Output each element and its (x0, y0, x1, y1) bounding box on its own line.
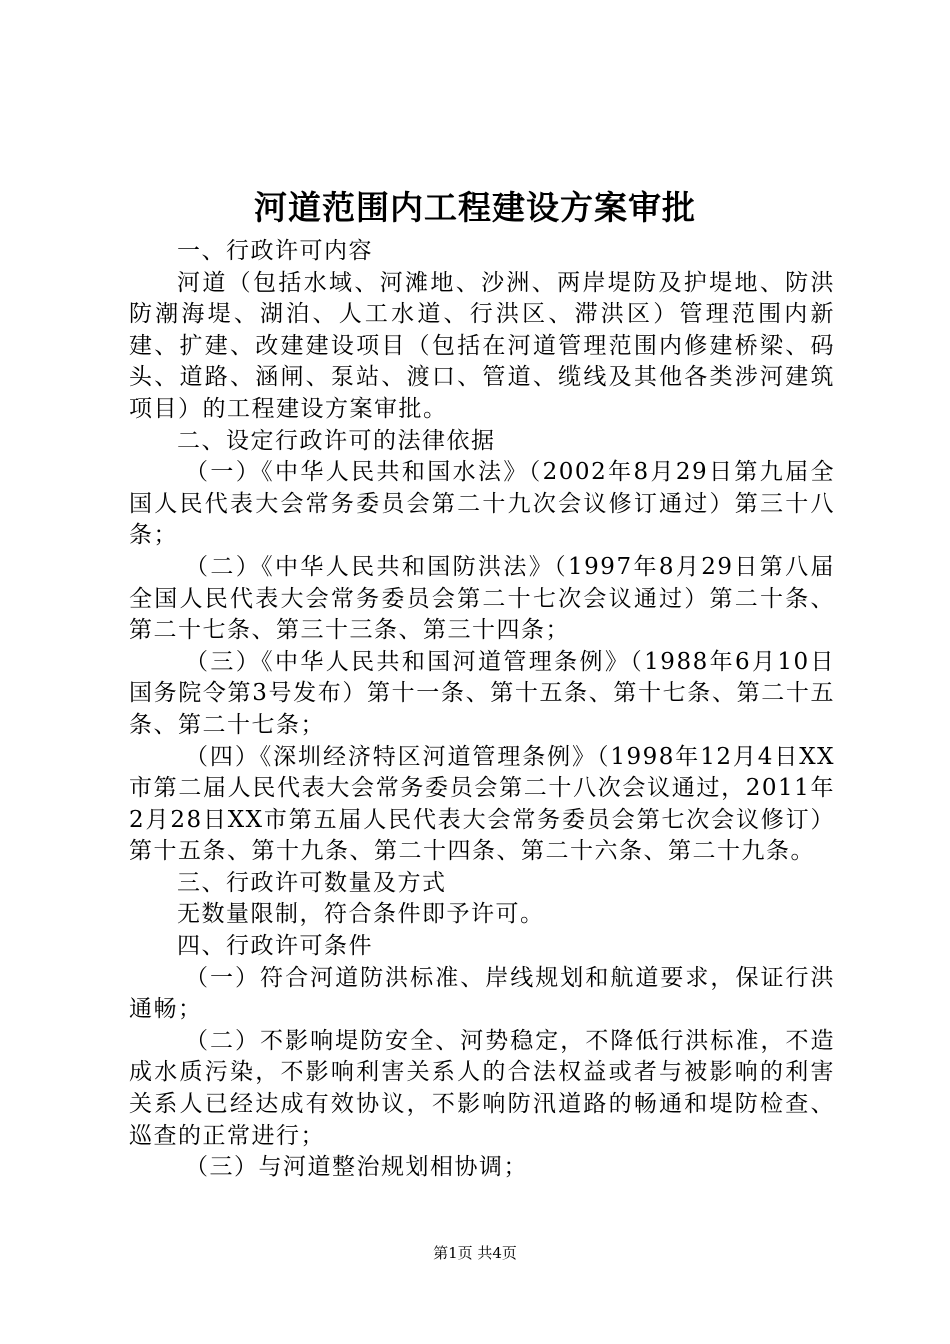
section-3-paragraph: 无数量限制，符合条件即予许可。 (177, 901, 545, 928)
section-4-item-2: （二）不影响堤防安全、河势稳定，不降低行洪标准，不造成水质污染，不影响利害关系人的合法权益或者与被影响的利害关系人已经达成有效协议，不影响防汛道路的畅通和堤防检查、巡查的正常进行； (129, 1027, 835, 1149)
section-2-item-1: （一）《中华人民共和国水法》（2002年8月29日第九届全国人民代表大会常务委员会第二十九次会议修订通过）第三十八条； (129, 459, 835, 549)
page-footer: 第1页 共4页 (433, 1244, 517, 1262)
section-4-item-3: （三）与河道整治规划相协调； (185, 1154, 528, 1181)
section-2-item-3: （三）《中华人民共和国河道管理条例》（1988年6月10日国务院令第3号发布）第十一条、第十五条、第十七条、第二十五条、第二十七条； (129, 648, 835, 738)
section-2-heading: 二、设定行政许可的法律依据 (177, 427, 496, 454)
section-2-item-2: （二）《中华人民共和国防洪法》（1997年8月29日第八届全国人民代表大会常务委员会第二十七次会议通过）第二十条、第二十七条、第三十三条、第三十四条； (129, 553, 835, 644)
section-1-heading: 一、行政许可内容 (177, 238, 373, 264)
document-body (129, 236, 835, 1184)
document-title: 河道范围内工程建设方案审批 (254, 188, 696, 227)
section-4-heading: 四、行政许可条件 (177, 933, 373, 960)
section-2-item-4: （四）《深圳经济特区河道管理条例》（1998年12月4日XX市第二届人民代表大会常务委员会第二十八次会议通过，2011年2月28日XX市第五届人民代表大会常务委员会第七次会议修订）第十五条、第十九条、第二十四条、第二十六条、第二十九条。 (129, 743, 835, 865)
section-1-paragraph: 河道（包括水域、河滩地、沙洲、两岸堤防及护堤地、防洪防潮海堤、湖泊、人工水道、行洪区、滞洪区）管理范围内新建、扩建、改建建设项目（包括在河道管理范围内修建桥梁、码头、道路、涵闸、泵站、渡口、管道、缆线及其他各类涉河建筑项目）的工程建设方案审批。 (129, 269, 835, 422)
section-3-heading: 三、行政许可数量及方式 (177, 869, 447, 896)
section-4-item-1: （一）符合河道防洪标准、岸线规划和航道要求，保证行洪通畅； (129, 964, 835, 1023)
